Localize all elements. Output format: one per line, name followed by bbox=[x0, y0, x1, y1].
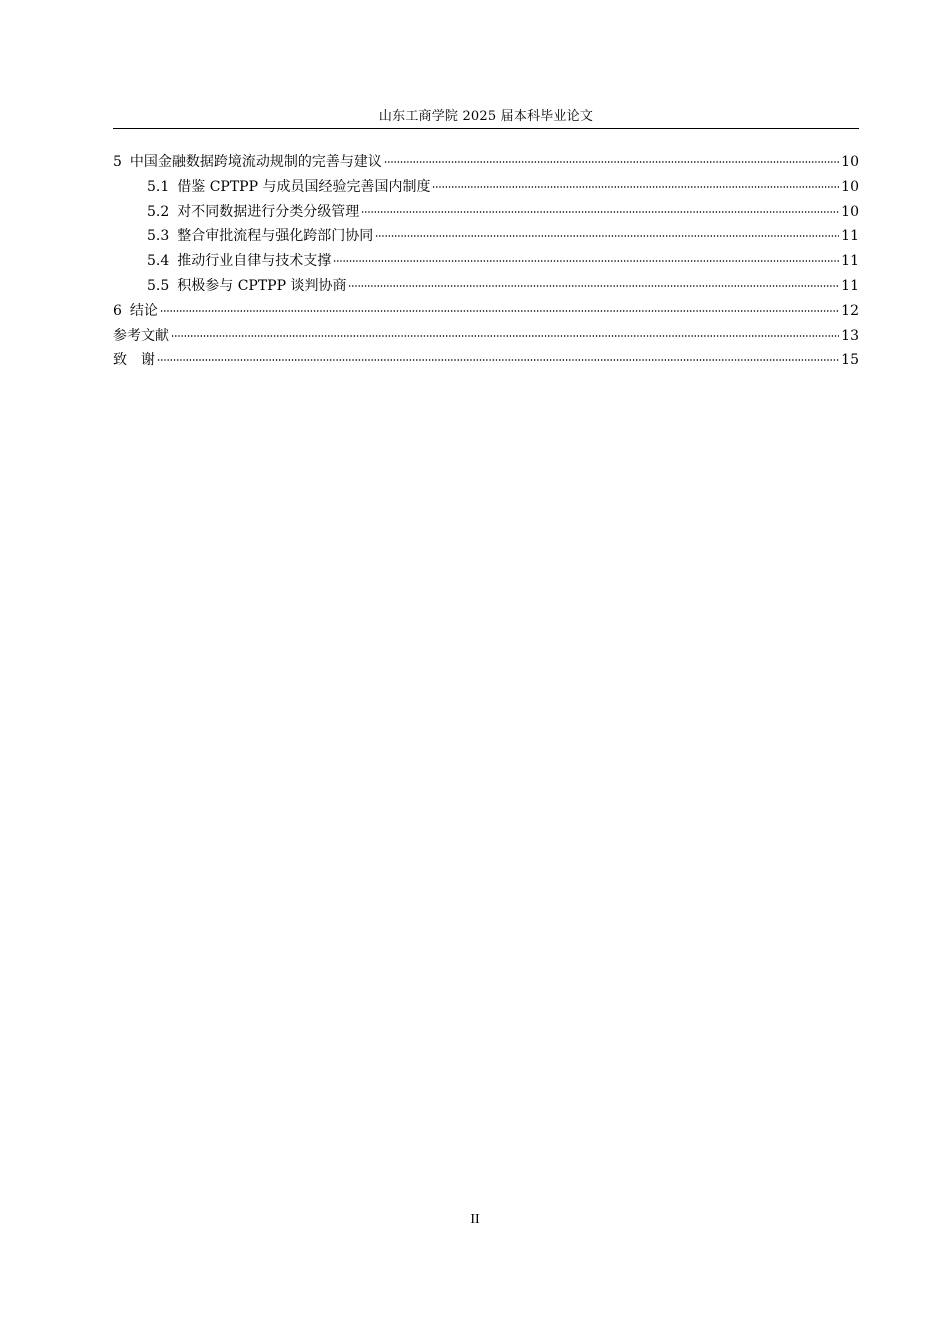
toc-entry-title: 借鉴 CPTPP 与成员国经验完善国内制度 bbox=[177, 178, 431, 195]
toc-entry-number: 5.4 bbox=[147, 253, 170, 270]
toc-entry-5-1[interactable] bbox=[113, 177, 859, 202]
dot-leader bbox=[171, 335, 839, 337]
header-rule bbox=[113, 128, 859, 129]
toc-entry-page: 10 bbox=[841, 154, 859, 170]
toc-entry-title: 积极参与 CPTPP 谈判协商 bbox=[177, 277, 347, 294]
toc-entry-5-5[interactable] bbox=[113, 276, 859, 301]
toc-entry-title: 致 谢 bbox=[113, 352, 155, 369]
toc-entry-title: 结论 bbox=[129, 302, 158, 319]
dot-leader bbox=[384, 161, 839, 163]
toc-entry-page: 11 bbox=[841, 253, 859, 270]
table-of-contents bbox=[113, 152, 859, 375]
toc-entry-page: 11 bbox=[841, 228, 859, 245]
toc-entry-5-4[interactable] bbox=[113, 251, 859, 276]
toc-entry-number: 5.2 bbox=[147, 203, 170, 220]
toc-entry-number: 5.3 bbox=[147, 228, 170, 245]
toc-entry-title: 中国金融数据跨境流动规制的完善与建议 bbox=[129, 154, 382, 170]
toc-entry-title: 对不同数据进行分类分级管理 bbox=[177, 203, 360, 220]
running-header: 山东工商学院 2025 届本科毕业论文 bbox=[378, 109, 594, 124]
dot-leader bbox=[348, 285, 839, 287]
toc-entry-number: 5.1 bbox=[147, 178, 170, 195]
toc-entry-acknowledgements[interactable] bbox=[113, 350, 859, 375]
toc-entry-5-3[interactable] bbox=[113, 226, 859, 251]
toc-entry-5[interactable] bbox=[113, 152, 859, 177]
toc-entry-title: 推动行业自律与技术支撑 bbox=[177, 253, 332, 270]
toc-entry-5-2[interactable] bbox=[113, 202, 859, 227]
dot-leader bbox=[361, 211, 839, 213]
toc-entry-page: 12 bbox=[841, 302, 859, 319]
dot-leader bbox=[375, 235, 839, 237]
toc-entry-page: 10 bbox=[841, 203, 859, 220]
toc-entry-page: 13 bbox=[841, 327, 859, 344]
toc-entry-number: 6 bbox=[113, 302, 122, 319]
toc-entry-6[interactable] bbox=[113, 301, 859, 326]
page-number: II bbox=[470, 1212, 480, 1227]
dot-leader bbox=[333, 260, 839, 262]
toc-entry-page: 11 bbox=[841, 277, 859, 294]
dot-leader bbox=[432, 186, 839, 188]
toc-entry-title: 参考文献 bbox=[113, 327, 169, 344]
toc-entry-page: 15 bbox=[841, 352, 859, 369]
toc-entry-number: 5 bbox=[113, 154, 122, 170]
toc-entry-page: 10 bbox=[841, 178, 859, 195]
toc-entry-title: 整合审批流程与强化跨部门协同 bbox=[177, 228, 374, 245]
toc-entry-references[interactable] bbox=[113, 326, 859, 351]
dot-leader bbox=[160, 310, 839, 312]
toc-entry-number: 5.5 bbox=[147, 277, 170, 294]
dot-leader bbox=[157, 359, 839, 361]
